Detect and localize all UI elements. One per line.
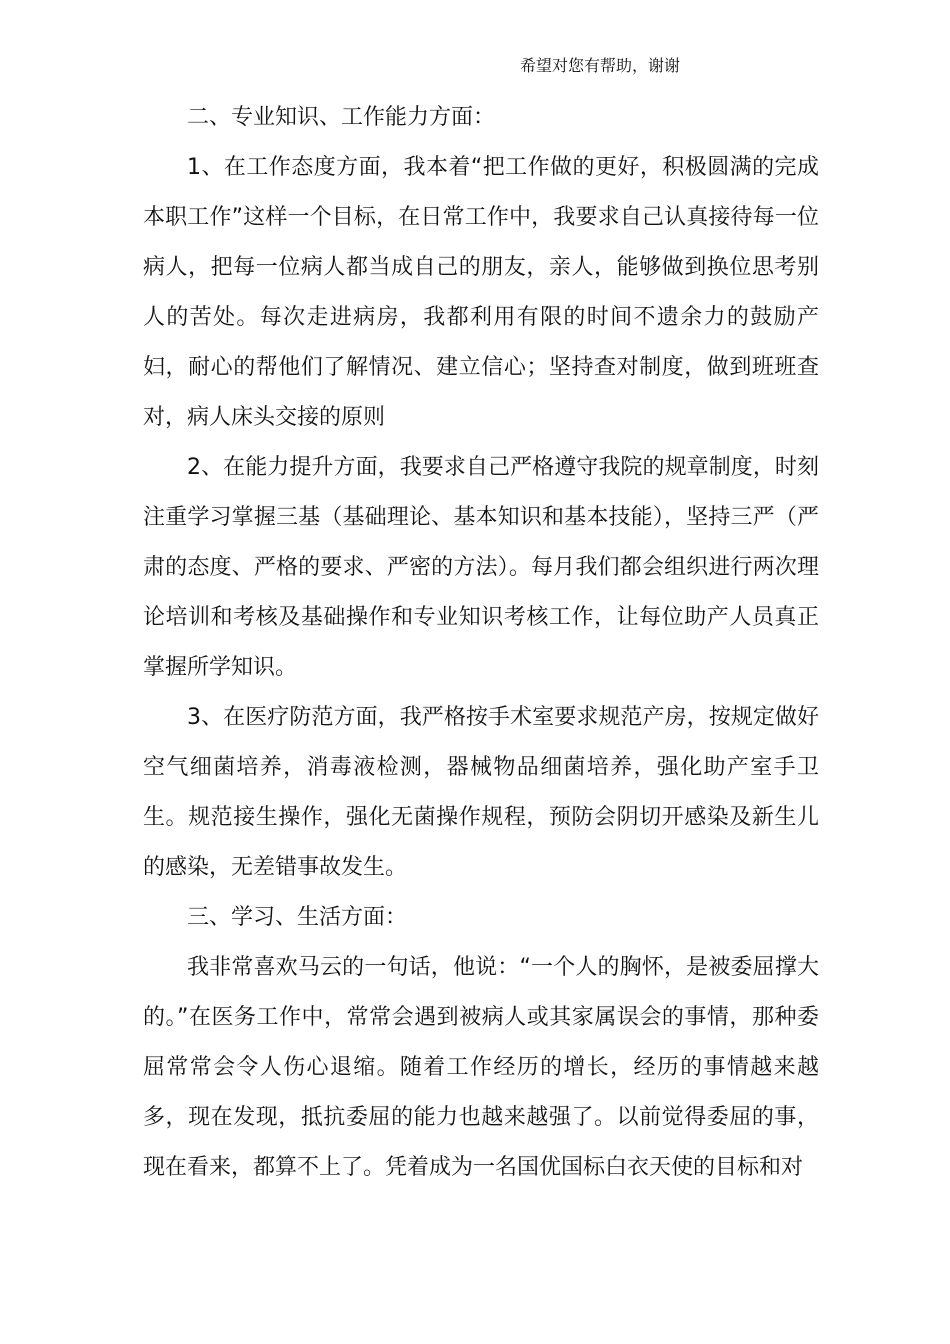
section-heading-study-life: 三、学习、生活方面： (187, 905, 408, 930)
paragraph-medical-prevention: 3、在医疗防范方面，我严格按手术室要求规范产房，按规定做好空气细菌培养，消毒液检测，器械物品细菌培养，强化助产室手卫生。规范接生操作，强化无菌操作规程，预防会阴切开感染及新生儿的感染，无差错事故发生。 (143, 705, 819, 880)
paragraph-work-attitude: 1、在工作态度方面，我本着“把工作做的更好，积极圆满的完成本职工作”这样一个目标，在日常工作中，我要求自己认真接待每一位病人，把每一位病人都当成自己的朋友，亲人，能够做到换位思考别人的苦处。每次走进病房，我都利用有限的时间不遗余力的鼓励产妇，耐心的帮他们了解情况、建立信心；坚持查对制度，做到班班查对，病人床头交接的原则 (143, 155, 819, 430)
section-heading-professional-skills: 二、专业知识、工作能力方面： (187, 105, 496, 130)
page-header-note: 希望对您有帮助，谢谢 (520, 56, 681, 75)
paragraph-ability-improvement: 2、在能力提升方面，我要求自己严格遵守我院的规章制度，时刻注重学习掌握三基（基础理论、基本知识和基本技能），坚持三严（严肃的态度、严格的要求、严密的方法）。每月我们都会组织进行两次理论培训和考核及基础操作和专业知识考核工作，让每位助产人员真正掌握所学知识。 (143, 455, 819, 680)
paragraph-study-life: 我非常喜欢马云的一句话，他说：“一个人的胸怀，是被委屈撑大的。”在医务工作中，常常会遇到被病人或其家属误会的事情，那种委屈常常会令人伤心退缩。随着工作经历的增长，经历的事情越来越多，现在发现，抵抗委屈的能力也越来越强了。以前觉得委屈的事，现在看来，都算不上了。凭着成为一名国优国标白衣天使的目标和对 (143, 955, 819, 1180)
document-body (143, 93, 819, 1193)
